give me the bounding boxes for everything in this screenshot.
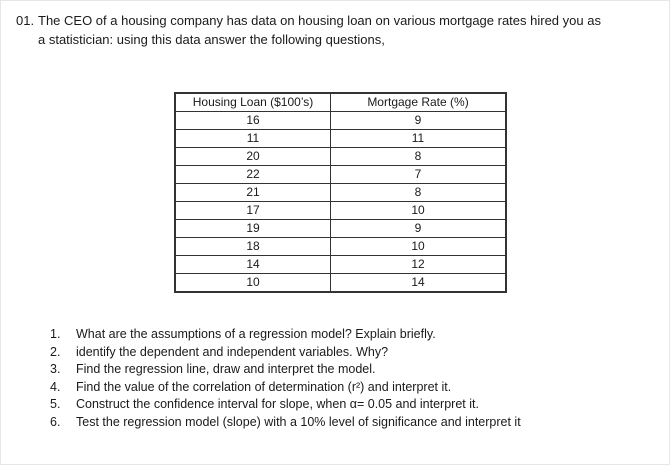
table-row [175, 256, 506, 274]
task-list [46, 326, 656, 432]
cell-mortgage-rate: 9 [331, 112, 507, 130]
cell-mortgage-rate: 14 [331, 274, 507, 293]
table-row [175, 202, 506, 220]
task-number: 1. [50, 327, 61, 341]
list-item [46, 396, 656, 414]
task-number: 4. [50, 379, 61, 394]
table-row [175, 238, 506, 256]
task-text: What are the assumptions of a regression model? Explain briefly. [76, 327, 436, 341]
cell-housing-loan: 22 [175, 166, 331, 184]
header-mortgage-rate: Mortgage Rate (%) [331, 93, 507, 112]
question-text-line-2: a statistician: using this data answer the following questions, [38, 32, 385, 47]
cell-housing-loan: 16 [175, 112, 331, 130]
table-row [175, 130, 506, 148]
task-text: Find the regression line, draw and interpret the model. [76, 362, 376, 377]
table-row [175, 220, 506, 238]
list-item [46, 414, 656, 432]
table-row [175, 112, 506, 130]
task-number: 5. [50, 397, 61, 412]
table-row [175, 166, 506, 184]
cell-housing-loan: 17 [175, 202, 331, 220]
cell-housing-loan: 11 [175, 130, 331, 148]
cell-housing-loan: 19 [175, 220, 331, 238]
cell-mortgage-rate: 8 [331, 184, 507, 202]
question-text-line-1: The CEO of a housing company has data on housing loan on various mortgage rates hired you as [38, 13, 601, 28]
list-item [46, 361, 656, 379]
cell-mortgage-rate: 12 [331, 256, 507, 274]
list-item [46, 379, 656, 397]
list-item [46, 344, 656, 362]
cell-housing-loan: 18 [175, 238, 331, 256]
cell-housing-loan: 21 [175, 184, 331, 202]
question-number: 01. [16, 13, 35, 28]
cell-housing-loan: 20 [175, 148, 331, 166]
list-item [46, 326, 656, 344]
cell-mortgage-rate: 10 [331, 202, 507, 220]
cell-mortgage-rate: 9 [331, 220, 507, 238]
cell-mortgage-rate: 8 [331, 148, 507, 166]
cell-housing-loan: 10 [175, 274, 331, 293]
task-number: 6. [50, 414, 61, 429]
table-header-row [175, 93, 506, 112]
header-housing-loan: Housing Loan ($100’s) [175, 93, 331, 112]
task-number: 3. [50, 362, 61, 377]
question-prompt [16, 11, 656, 49]
table-row [175, 184, 506, 202]
task-text: identify the dependent and independent variables. Why? [76, 344, 389, 359]
task-text: Find the value of the correlation of determination (r²) and interpret it. [76, 379, 452, 394]
table-row [175, 274, 506, 293]
task-number: 2. [50, 344, 61, 359]
table-row [175, 148, 506, 166]
task-text: Construct the confidence interval for slope, when α= 0.05 and interpret it. [76, 397, 479, 412]
cell-mortgage-rate: 10 [331, 238, 507, 256]
cell-mortgage-rate: 11 [331, 130, 507, 148]
task-text: Test the regression model (slope) with a 10% level of significance and interpret it [76, 414, 521, 429]
cell-mortgage-rate: 7 [331, 166, 507, 184]
cell-housing-loan: 14 [175, 256, 331, 274]
data-table [174, 92, 507, 293]
question-line-1 [16, 11, 656, 30]
